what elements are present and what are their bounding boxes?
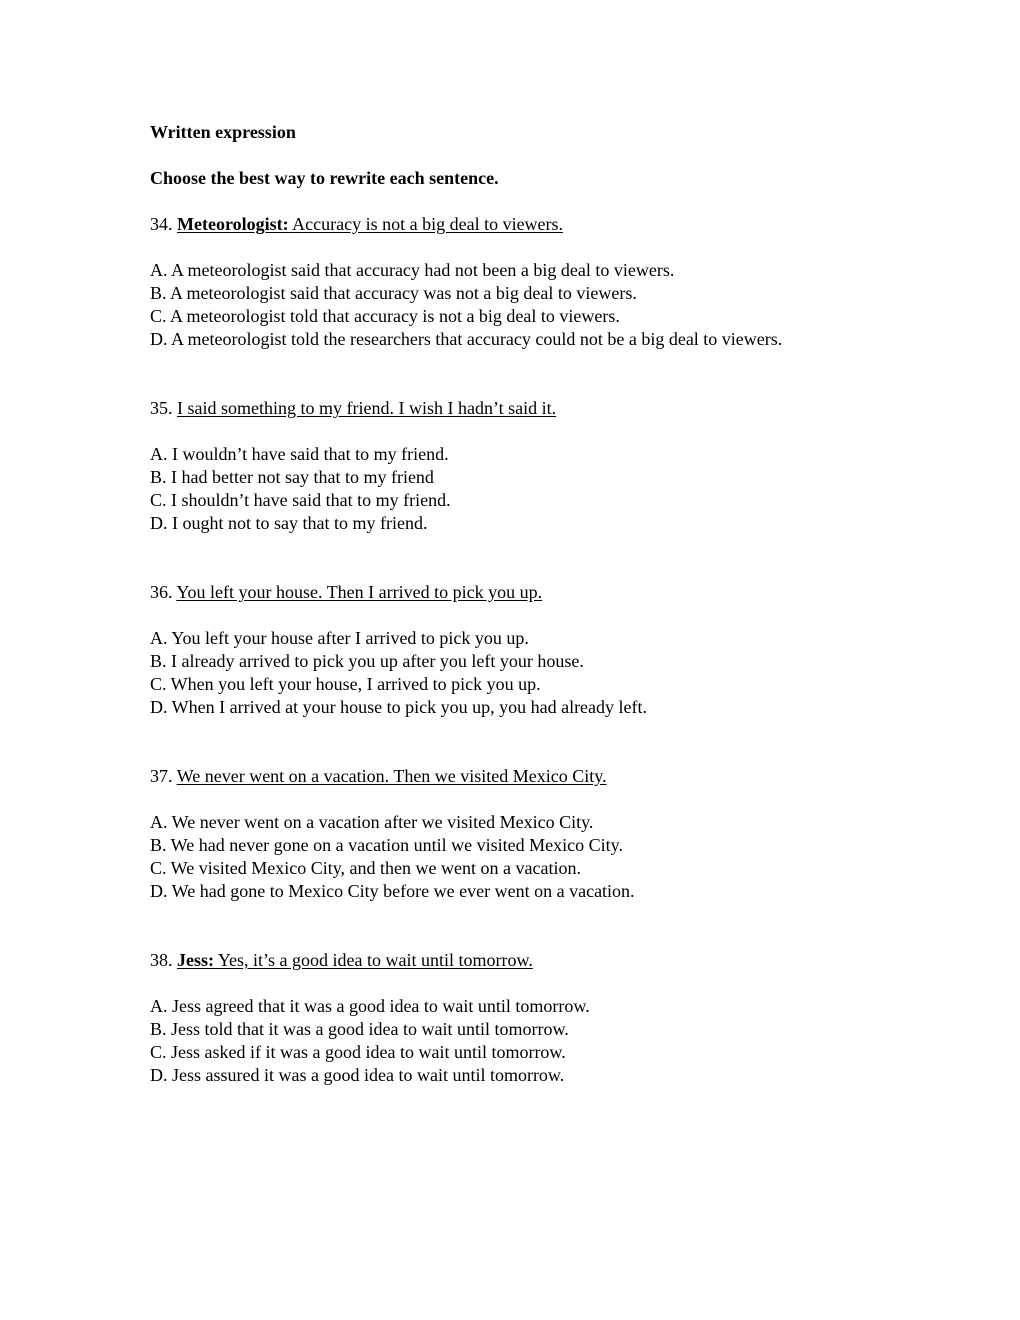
question-prompt: Accuracy is not a big deal to viewers.	[292, 214, 564, 234]
option-34-c: C. A meteorologist told that accuracy is not a big deal to viewers.	[150, 306, 620, 326]
question-36	[150, 581, 542, 604]
question-number: 38.	[150, 950, 173, 970]
question-number: 34.	[150, 214, 173, 234]
option-38-c: C. Jess asked if it was a good idea to wait until tomorrow.	[150, 1042, 566, 1062]
question-number: 35.	[150, 398, 173, 418]
option-34-a: A. A meteorologist said that accuracy had not been a big deal to viewers.	[150, 260, 675, 280]
question-prompt: I said something to my friend. I wish I hadn’t said it.	[177, 398, 557, 418]
option-35-b: B. I had better not say that to my friend	[150, 467, 434, 487]
option-37-c: C. We visited Mexico City, and then we went on a vacation.	[150, 858, 581, 878]
question-34	[150, 213, 563, 236]
question-number: 36.	[150, 582, 173, 602]
option-38-b: B. Jess told that it was a good idea to wait until tomorrow.	[150, 1019, 569, 1039]
question-prompt: Yes, it’s a good idea to wait until tomorrow.	[217, 950, 533, 970]
option-36-b: B. I already arrived to pick you up after you left your house.	[150, 651, 584, 671]
question-prompt: You left your house. Then I arrived to pick you up.	[176, 582, 543, 602]
option-38-a: A. Jess agreed that it was a good idea to wait until tomorrow.	[150, 996, 590, 1016]
question-38	[150, 949, 533, 972]
option-35-a: A. I wouldn’t have said that to my friend.	[150, 444, 449, 464]
option-35-c: C. I shouldn’t have said that to my friend.	[150, 490, 451, 510]
question-35	[150, 397, 556, 420]
option-34-d: D. A meteorologist told the researchers that accuracy could not be a big deal to viewers.	[150, 329, 783, 349]
instruction: Choose the best way to rewrite each sentence.	[150, 168, 499, 188]
question-37	[150, 765, 607, 788]
section-heading: Written expression	[150, 122, 296, 142]
option-36-c: C. When you left your house, I arrived to pick you up.	[150, 674, 541, 694]
option-37-d: D. We had gone to Mexico City before we ever went on a vacation.	[150, 881, 635, 901]
option-37-b: B. We had never gone on a vacation until we visited Mexico City.	[150, 835, 623, 855]
question-prompt: We never went on a vacation. Then we visited Mexico City.	[176, 766, 607, 786]
option-36-d: D. When I arrived at your house to pick you up, you had already left.	[150, 697, 648, 717]
option-38-d: D. Jess assured it was a good idea to wait until tomorrow.	[150, 1065, 565, 1085]
question-speaker: Jess:	[177, 950, 214, 970]
option-36-a: A. You left your house after I arrived to pick you up.	[150, 628, 529, 648]
question-number: 37.	[150, 766, 173, 786]
option-34-b: B. A meteorologist said that accuracy was not a big deal to viewers.	[150, 283, 637, 303]
option-37-a: A. We never went on a vacation after we visited Mexico City.	[150, 812, 594, 832]
option-35-d: D. I ought not to say that to my friend.	[150, 513, 428, 533]
question-speaker: Meteorologist:	[177, 214, 289, 234]
